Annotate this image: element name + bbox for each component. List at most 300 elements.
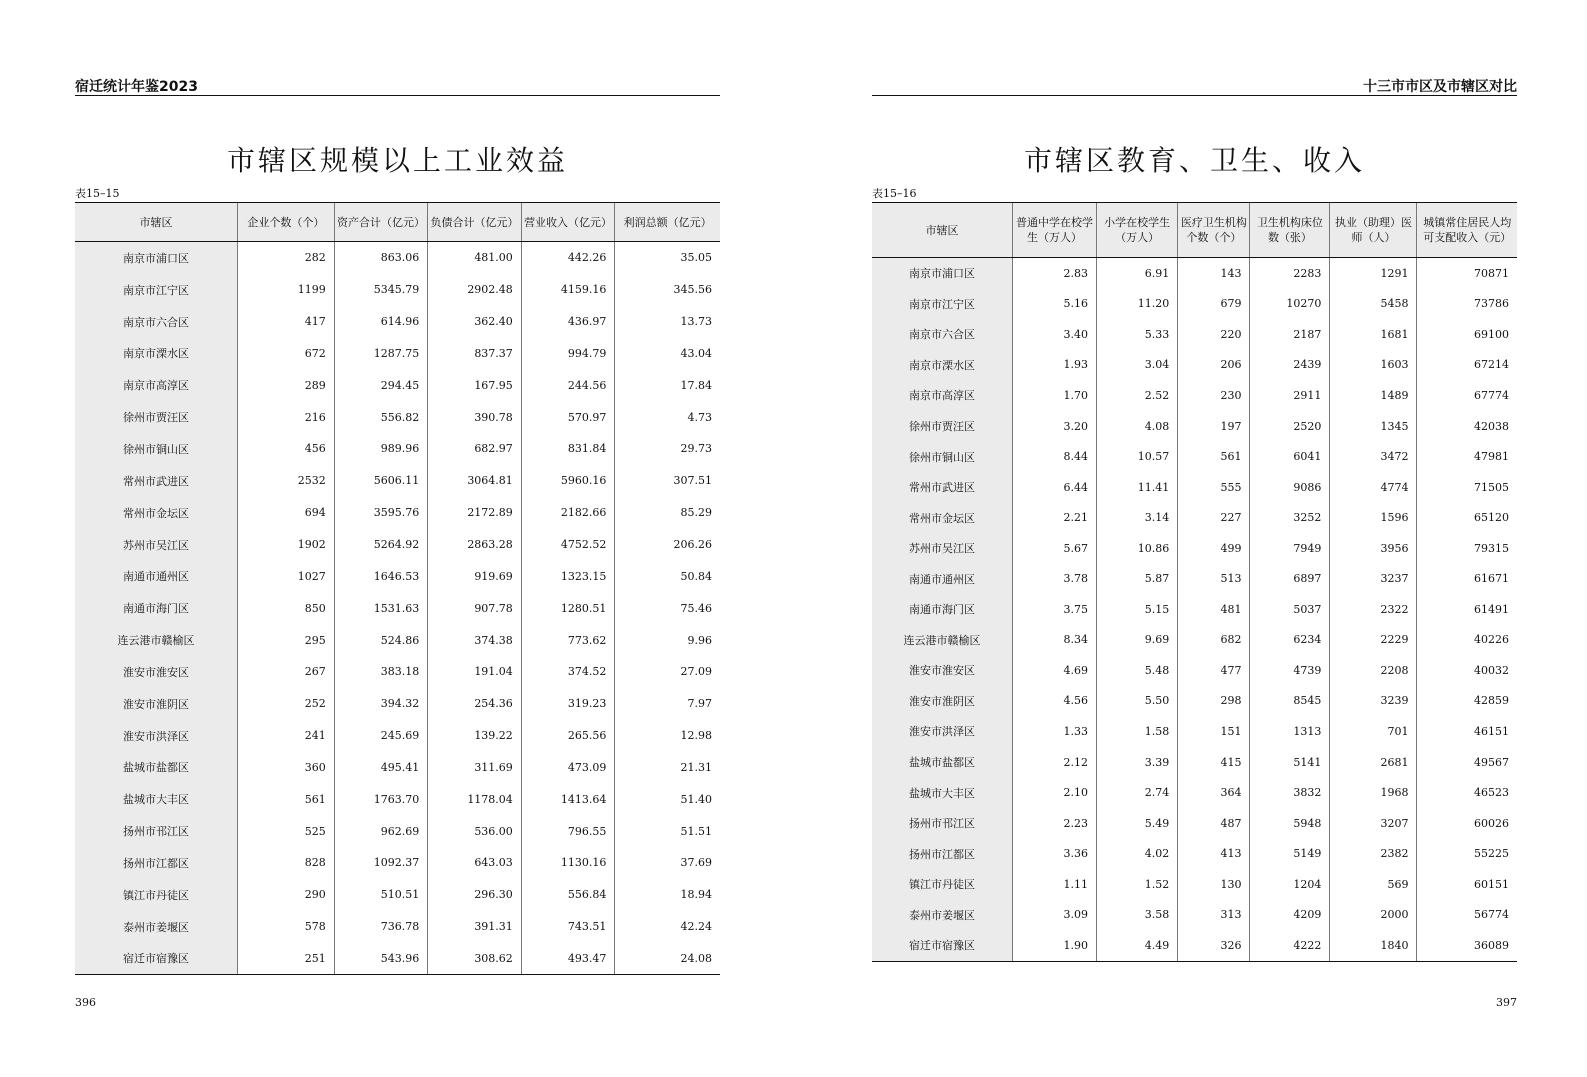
value-cell: 4752.52 <box>521 529 615 561</box>
value-cell: 51.51 <box>615 815 720 847</box>
value-cell: 2863.28 <box>428 529 522 561</box>
value-cell: 1313 <box>1250 716 1330 747</box>
value-cell: 828 <box>238 847 335 879</box>
table-row <box>75 274 720 306</box>
table-row <box>75 879 720 911</box>
value-cell: 561 <box>1178 441 1250 472</box>
value-cell: 75.46 <box>615 592 720 624</box>
value-cell: 290 <box>238 879 335 911</box>
value-cell: 220 <box>1178 319 1250 350</box>
value-cell: 2.74 <box>1096 777 1177 808</box>
region-cell: 南京市浦口区 <box>75 242 238 274</box>
header-row <box>75 203 720 242</box>
table-row <box>872 777 1517 808</box>
running-head: 宿迁统计年鉴2023 <box>75 79 198 95</box>
value-cell: 2208 <box>1330 655 1417 686</box>
value-cell: 578 <box>238 911 335 943</box>
value-cell: 1902 <box>238 529 335 561</box>
value-cell: 46523 <box>1417 777 1517 808</box>
value-cell: 6.44 <box>1013 472 1097 503</box>
region-cell: 徐州市贾汪区 <box>75 401 238 433</box>
value-cell: 555 <box>1178 472 1250 503</box>
value-cell: 241 <box>238 720 335 752</box>
value-cell: 1.70 <box>1013 380 1097 411</box>
table-row <box>872 838 1517 869</box>
value-cell: 139.22 <box>428 720 522 752</box>
value-cell: 3.78 <box>1013 563 1097 594</box>
value-cell: 1840 <box>1330 930 1417 961</box>
column-header: 普通中学在校学生（万人） <box>1013 203 1097 258</box>
value-cell: 773.62 <box>521 624 615 656</box>
value-cell: 510.51 <box>334 879 428 911</box>
value-cell: 10.57 <box>1096 441 1177 472</box>
value-cell: 4209 <box>1250 899 1330 930</box>
value-cell: 499 <box>1178 533 1250 564</box>
table-row <box>75 369 720 401</box>
table-row <box>872 258 1517 289</box>
region-cell: 扬州市邗江区 <box>75 815 238 847</box>
table-row <box>872 808 1517 839</box>
value-cell: 308.62 <box>428 943 522 975</box>
value-cell: 5.49 <box>1096 808 1177 839</box>
region-cell: 南通市通州区 <box>75 560 238 592</box>
table-row <box>75 752 720 784</box>
left-page <box>75 0 720 1077</box>
value-cell: 3.04 <box>1096 350 1177 381</box>
value-cell: 227 <box>1178 502 1250 533</box>
value-cell: 326 <box>1178 930 1250 961</box>
value-cell: 13.73 <box>615 306 720 338</box>
value-cell: 311.69 <box>428 752 522 784</box>
region-cell: 镇江市丹徒区 <box>872 869 1013 900</box>
value-cell: 2322 <box>1330 594 1417 625</box>
value-cell: 3.40 <box>1013 319 1097 350</box>
value-cell: 3.14 <box>1096 502 1177 533</box>
value-cell: 436.97 <box>521 306 615 338</box>
value-cell: 3207 <box>1330 808 1417 839</box>
value-cell: 524.86 <box>334 624 428 656</box>
value-cell: 701 <box>1330 716 1417 747</box>
value-cell: 60026 <box>1417 808 1517 839</box>
table-row <box>75 720 720 752</box>
page-number: 396 <box>75 996 96 1009</box>
value-cell: 561 <box>238 783 335 815</box>
value-cell: 907.78 <box>428 592 522 624</box>
value-cell: 267 <box>238 656 335 688</box>
value-cell: 1.52 <box>1096 869 1177 900</box>
value-cell: 282 <box>238 242 335 274</box>
value-cell: 4.56 <box>1013 686 1097 717</box>
table-row <box>75 656 720 688</box>
column-header: 企业个数（个） <box>238 203 335 242</box>
value-cell: 4.49 <box>1096 930 1177 961</box>
region-cell: 常州市武进区 <box>872 472 1013 503</box>
page-title: 市辖区教育、卫生、收入 <box>1023 143 1365 177</box>
value-cell: 4774 <box>1330 472 1417 503</box>
table-row <box>872 594 1517 625</box>
value-cell: 5.16 <box>1013 289 1097 320</box>
column-header: 城镇常住居民人均可支配收入（元） <box>1417 203 1517 258</box>
value-cell: 60151 <box>1417 869 1517 900</box>
region-cell: 常州市金坛区 <box>75 497 238 529</box>
value-cell: 345.56 <box>615 274 720 306</box>
header-rule <box>872 95 1517 96</box>
value-cell: 2.23 <box>1013 808 1097 839</box>
value-cell: 319.23 <box>521 688 615 720</box>
value-cell: 11.41 <box>1096 472 1177 503</box>
table-row <box>75 497 720 529</box>
header-row <box>872 203 1517 258</box>
value-cell: 989.96 <box>334 433 428 465</box>
value-cell: 21.31 <box>615 752 720 784</box>
value-cell: 3.58 <box>1096 899 1177 930</box>
value-cell: 556.84 <box>521 879 615 911</box>
value-cell: 477 <box>1178 655 1250 686</box>
value-cell: 151 <box>1178 716 1250 747</box>
value-cell: 1646.53 <box>334 560 428 592</box>
table-row <box>872 686 1517 717</box>
region-cell: 盐城市大丰区 <box>75 783 238 815</box>
region-cell: 南京市高淳区 <box>75 369 238 401</box>
value-cell: 569 <box>1330 869 1417 900</box>
value-cell: 614.96 <box>334 306 428 338</box>
value-cell: 374.52 <box>521 656 615 688</box>
value-cell: 3.39 <box>1096 747 1177 778</box>
column-header: 资产合计（亿元） <box>334 203 428 242</box>
value-cell: 3832 <box>1250 777 1330 808</box>
region-cell: 徐州市铜山区 <box>872 441 1013 472</box>
value-cell: 682 <box>1178 625 1250 656</box>
table-row <box>872 563 1517 594</box>
value-cell: 5345.79 <box>334 274 428 306</box>
value-cell: 3472 <box>1330 441 1417 472</box>
table-code: 表15–16 <box>872 187 917 200</box>
table-body <box>872 258 1517 962</box>
value-cell: 364 <box>1178 777 1250 808</box>
region-cell: 泰州市姜堰区 <box>75 911 238 943</box>
value-cell: 70871 <box>1417 258 1517 289</box>
value-cell: 543.96 <box>334 943 428 975</box>
region-cell: 南京市六合区 <box>872 319 1013 350</box>
value-cell: 55225 <box>1417 838 1517 869</box>
value-cell: 298 <box>1178 686 1250 717</box>
value-cell: 3237 <box>1330 563 1417 594</box>
table-row <box>872 441 1517 472</box>
value-cell: 40032 <box>1417 655 1517 686</box>
value-cell: 7949 <box>1250 533 1330 564</box>
value-cell: 962.69 <box>334 815 428 847</box>
value-cell: 1.58 <box>1096 716 1177 747</box>
value-cell: 1199 <box>238 274 335 306</box>
region-cell: 盐城市盐都区 <box>75 752 238 784</box>
value-cell: 5.15 <box>1096 594 1177 625</box>
region-cell: 扬州市江都区 <box>872 838 1013 869</box>
value-cell: 67774 <box>1417 380 1517 411</box>
value-cell: 254.36 <box>428 688 522 720</box>
value-cell: 71505 <box>1417 472 1517 503</box>
table-row <box>75 433 720 465</box>
industry-table <box>75 202 720 975</box>
value-cell: 643.03 <box>428 847 522 879</box>
value-cell: 570.97 <box>521 401 615 433</box>
value-cell: 536.00 <box>428 815 522 847</box>
region-cell: 泰州市姜堰区 <box>872 899 1013 930</box>
region-cell: 淮安市淮安区 <box>75 656 238 688</box>
value-cell: 5458 <box>1330 289 1417 320</box>
table-row <box>75 688 720 720</box>
value-cell: 1291 <box>1330 258 1417 289</box>
value-cell: 216 <box>238 401 335 433</box>
value-cell: 4739 <box>1250 655 1330 686</box>
table-row <box>75 783 720 815</box>
region-cell: 南京市溧水区 <box>75 338 238 370</box>
header-rule <box>75 95 720 96</box>
table-row <box>872 380 1517 411</box>
table-row <box>872 319 1517 350</box>
value-cell: 1.90 <box>1013 930 1097 961</box>
value-cell: 362.40 <box>428 306 522 338</box>
value-cell: 383.18 <box>334 656 428 688</box>
value-cell: 12.98 <box>615 720 720 752</box>
value-cell: 10.86 <box>1096 533 1177 564</box>
value-cell: 5.50 <box>1096 686 1177 717</box>
value-cell: 2229 <box>1330 625 1417 656</box>
value-cell: 36089 <box>1417 930 1517 961</box>
value-cell: 682.97 <box>428 433 522 465</box>
value-cell: 47981 <box>1417 441 1517 472</box>
value-cell: 2382 <box>1330 838 1417 869</box>
region-cell: 镇江市丹徒区 <box>75 879 238 911</box>
region-cell: 苏州市吴江区 <box>872 533 1013 564</box>
value-cell: 5037 <box>1250 594 1330 625</box>
value-cell: 413 <box>1178 838 1250 869</box>
value-cell: 493.47 <box>521 943 615 975</box>
region-cell: 徐州市贾汪区 <box>872 411 1013 442</box>
region-cell: 淮安市洪泽区 <box>75 720 238 752</box>
column-header: 市辖区 <box>75 203 238 242</box>
value-cell: 73786 <box>1417 289 1517 320</box>
value-cell: 2182.66 <box>521 497 615 529</box>
table-row <box>872 350 1517 381</box>
value-cell: 8.44 <box>1013 441 1097 472</box>
value-cell: 1323.15 <box>521 560 615 592</box>
page-number: 397 <box>1496 996 1517 1009</box>
region-cell: 南通市海门区 <box>872 594 1013 625</box>
value-cell: 5.33 <box>1096 319 1177 350</box>
value-cell: 1681 <box>1330 319 1417 350</box>
region-cell: 南京市溧水区 <box>872 350 1013 381</box>
value-cell: 42038 <box>1417 411 1517 442</box>
column-header: 医疗卫生机构个数（个） <box>1178 203 1250 258</box>
table-row <box>75 815 720 847</box>
region-cell: 淮安市洪泽区 <box>872 716 1013 747</box>
value-cell: 1763.70 <box>334 783 428 815</box>
region-cell: 南京市江宁区 <box>75 274 238 306</box>
value-cell: 3.75 <box>1013 594 1097 625</box>
table-row <box>872 502 1517 533</box>
value-cell: 85.29 <box>615 497 720 529</box>
value-cell: 18.94 <box>615 879 720 911</box>
value-cell: 29.73 <box>615 433 720 465</box>
value-cell: 2911 <box>1250 380 1330 411</box>
region-cell: 苏州市吴江区 <box>75 529 238 561</box>
value-cell: 2681 <box>1330 747 1417 778</box>
value-cell: 796.55 <box>521 815 615 847</box>
education-health-income-table <box>872 202 1517 962</box>
value-cell: 206.26 <box>615 529 720 561</box>
value-cell: 167.95 <box>428 369 522 401</box>
value-cell: 206 <box>1178 350 1250 381</box>
value-cell: 289 <box>238 369 335 401</box>
region-cell: 南京市浦口区 <box>872 258 1013 289</box>
value-cell: 8.34 <box>1013 625 1097 656</box>
value-cell: 5141 <box>1250 747 1330 778</box>
value-cell: 35.05 <box>615 242 720 274</box>
value-cell: 743.51 <box>521 911 615 943</box>
region-cell: 盐城市盐都区 <box>872 747 1013 778</box>
value-cell: 863.06 <box>334 242 428 274</box>
value-cell: 56774 <box>1417 899 1517 930</box>
value-cell: 360 <box>238 752 335 784</box>
value-cell: 390.78 <box>428 401 522 433</box>
table-row <box>75 306 720 338</box>
value-cell: 40226 <box>1417 625 1517 656</box>
region-cell: 南通市海门区 <box>75 592 238 624</box>
value-cell: 3.09 <box>1013 899 1097 930</box>
column-header: 执业（助理）医师（人） <box>1330 203 1417 258</box>
value-cell: 51.40 <box>615 783 720 815</box>
value-cell: 556.82 <box>334 401 428 433</box>
table-body <box>75 242 720 975</box>
value-cell: 7.97 <box>615 688 720 720</box>
region-cell: 徐州市铜山区 <box>75 433 238 465</box>
value-cell: 3.36 <box>1013 838 1097 869</box>
value-cell: 850 <box>238 592 335 624</box>
value-cell: 265.56 <box>521 720 615 752</box>
table-row <box>872 411 1517 442</box>
region-cell: 南京市江宁区 <box>872 289 1013 320</box>
value-cell: 394.32 <box>334 688 428 720</box>
region-cell: 常州市金坛区 <box>872 502 1013 533</box>
value-cell: 3595.76 <box>334 497 428 529</box>
value-cell: 1345 <box>1330 411 1417 442</box>
value-cell: 6.91 <box>1096 258 1177 289</box>
value-cell: 513 <box>1178 563 1250 594</box>
value-cell: 5264.92 <box>334 529 428 561</box>
value-cell: 2.21 <box>1013 502 1097 533</box>
table-row <box>872 289 1517 320</box>
value-cell: 69100 <box>1417 319 1517 350</box>
value-cell: 8545 <box>1250 686 1330 717</box>
value-cell: 1596 <box>1330 502 1417 533</box>
table-row <box>75 401 720 433</box>
value-cell: 417 <box>238 306 335 338</box>
value-cell: 2000 <box>1330 899 1417 930</box>
value-cell: 2520 <box>1250 411 1330 442</box>
value-cell: 10270 <box>1250 289 1330 320</box>
value-cell: 6041 <box>1250 441 1330 472</box>
value-cell: 4.73 <box>615 401 720 433</box>
value-cell: 4222 <box>1250 930 1330 961</box>
region-cell: 扬州市江都区 <box>75 847 238 879</box>
table-row <box>75 624 720 656</box>
value-cell: 3956 <box>1330 533 1417 564</box>
value-cell: 244.56 <box>521 369 615 401</box>
column-header: 卫生机构床位数（张） <box>1250 203 1330 258</box>
value-cell: 831.84 <box>521 433 615 465</box>
value-cell: 481.00 <box>428 242 522 274</box>
value-cell: 143 <box>1178 258 1250 289</box>
column-header: 利润总额（亿元） <box>615 203 720 242</box>
region-cell: 南京市高淳区 <box>872 380 1013 411</box>
table-code: 表15–15 <box>75 187 120 200</box>
value-cell: 4.02 <box>1096 838 1177 869</box>
value-cell: 473.09 <box>521 752 615 784</box>
value-cell: 525 <box>238 815 335 847</box>
value-cell: 415 <box>1178 747 1250 778</box>
value-cell: 495.41 <box>334 752 428 784</box>
value-cell: 5149 <box>1250 838 1330 869</box>
value-cell: 65120 <box>1417 502 1517 533</box>
value-cell: 230 <box>1178 380 1250 411</box>
value-cell: 252 <box>238 688 335 720</box>
value-cell: 374.38 <box>428 624 522 656</box>
value-cell: 1178.04 <box>428 783 522 815</box>
column-header: 负债合计（亿元） <box>428 203 522 242</box>
value-cell: 9.69 <box>1096 625 1177 656</box>
value-cell: 24.08 <box>615 943 720 975</box>
table-row <box>872 655 1517 686</box>
column-header: 市辖区 <box>872 203 1013 258</box>
region-cell: 扬州市邗江区 <box>872 808 1013 839</box>
value-cell: 1603 <box>1330 350 1417 381</box>
region-cell: 宿迁市宿豫区 <box>75 943 238 975</box>
value-cell: 251 <box>238 943 335 975</box>
value-cell: 9.96 <box>615 624 720 656</box>
region-cell: 常州市武进区 <box>75 465 238 497</box>
running-head: 十三市市区及市辖区对比 <box>1363 79 1517 95</box>
value-cell: 837.37 <box>428 338 522 370</box>
table-row <box>872 533 1517 564</box>
value-cell: 1204 <box>1250 869 1330 900</box>
value-cell: 3.20 <box>1013 411 1097 442</box>
region-cell: 盐城市大丰区 <box>872 777 1013 808</box>
region-cell: 宿迁市宿豫区 <box>872 930 1013 961</box>
value-cell: 5.87 <box>1096 563 1177 594</box>
table-row <box>75 847 720 879</box>
value-cell: 919.69 <box>428 560 522 592</box>
value-cell: 1130.16 <box>521 847 615 879</box>
table-row <box>75 465 720 497</box>
region-cell: 连云港市赣榆区 <box>75 624 238 656</box>
table-row <box>75 242 720 274</box>
value-cell: 43.04 <box>615 338 720 370</box>
value-cell: 37.69 <box>615 847 720 879</box>
value-cell: 3239 <box>1330 686 1417 717</box>
value-cell: 245.69 <box>334 720 428 752</box>
value-cell: 1489 <box>1330 380 1417 411</box>
value-cell: 1280.51 <box>521 592 615 624</box>
value-cell: 5.67 <box>1013 533 1097 564</box>
table-row <box>872 930 1517 961</box>
value-cell: 296.30 <box>428 879 522 911</box>
value-cell: 456 <box>238 433 335 465</box>
value-cell: 5.48 <box>1096 655 1177 686</box>
table-row <box>75 338 720 370</box>
value-cell: 2439 <box>1250 350 1330 381</box>
value-cell: 694 <box>238 497 335 529</box>
value-cell: 994.79 <box>521 338 615 370</box>
